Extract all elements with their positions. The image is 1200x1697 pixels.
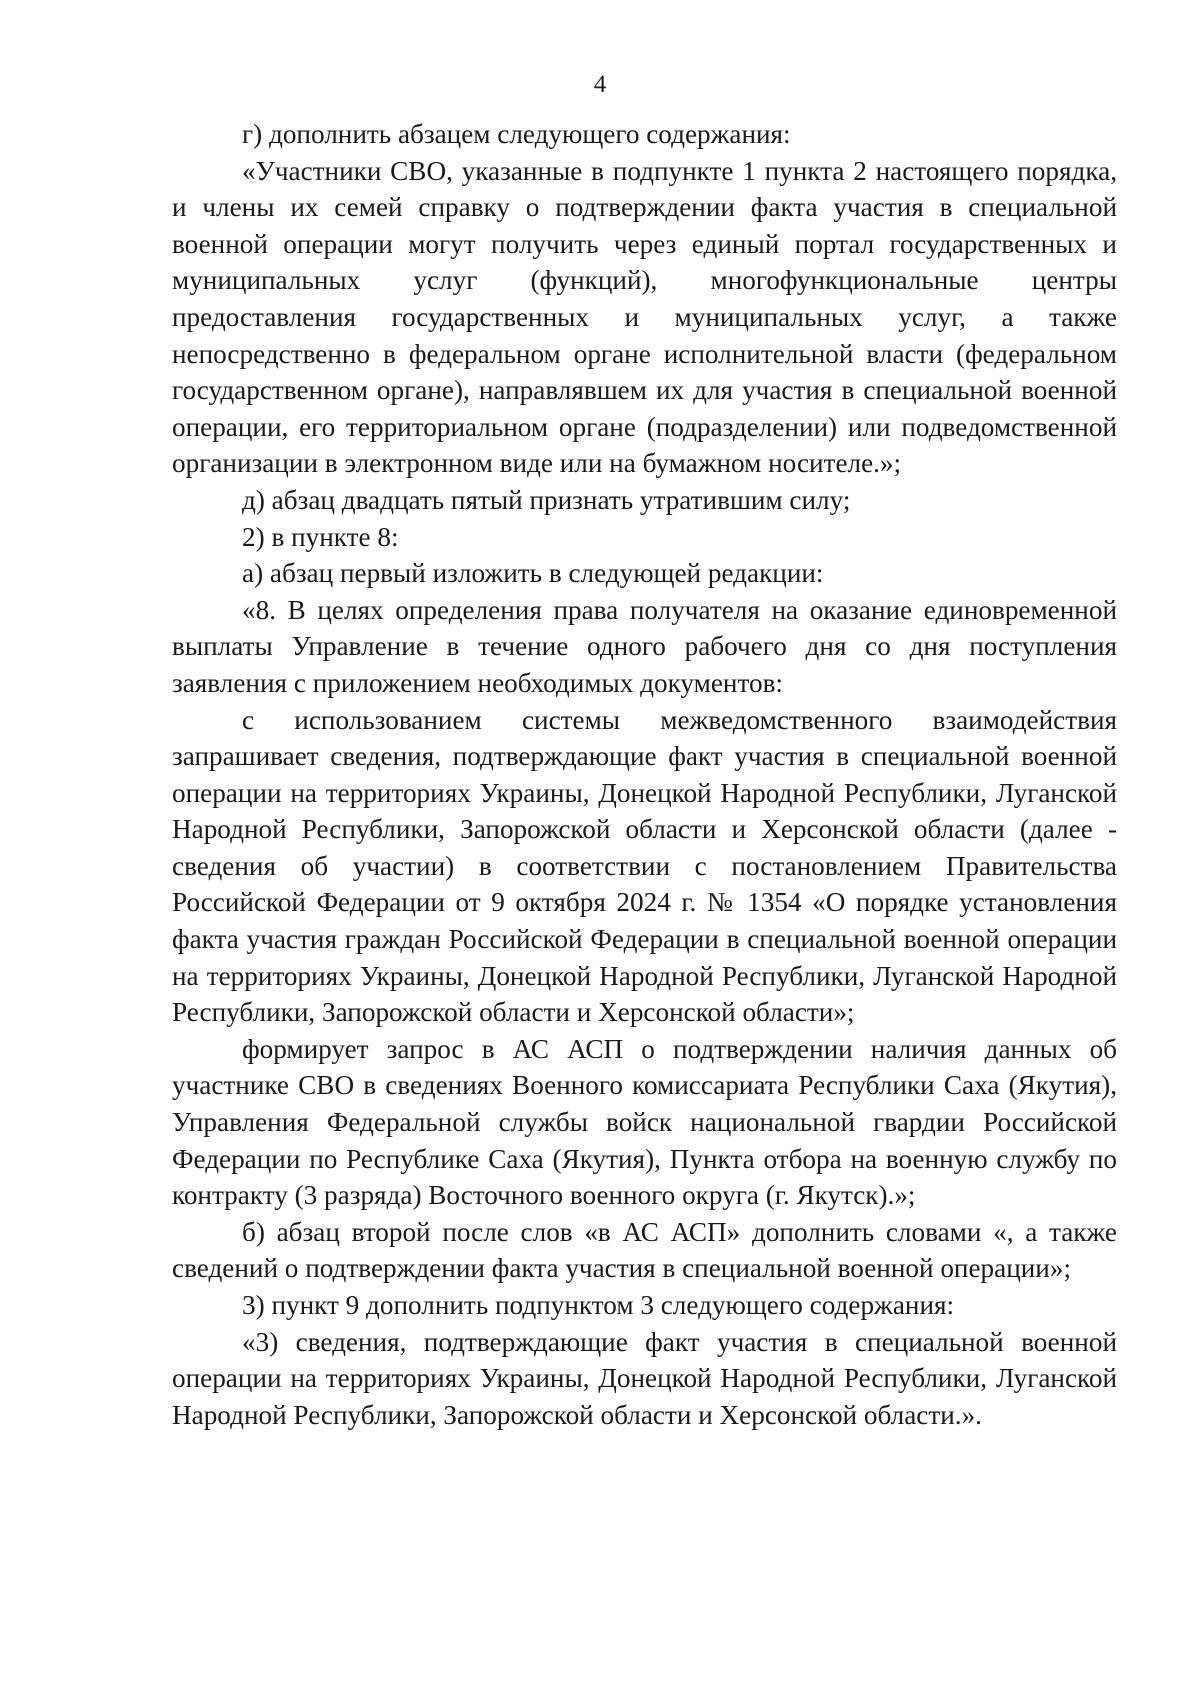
paragraph-9: б) абзац второй после слов «в АС АСП» дополнить словами «, а также сведений о подтверждении факта участия в специальной военной операции»; (172, 1216, 1117, 1284)
paragraph-4: 2) в пункте 8: (242, 521, 399, 552)
paragraph-2: «Участники СВО, указанные в подпункте 1 пункта 2 настоящего порядка, и члены их семей справку о подтверждении факта участия в специальной военной операции могут получить через единый портал государственных и муниципальных услуг (функций), многофункциональные центры предоставления государственных и муниципальных услуг, а также непосредственно в федеральном органе исполнительной власти (федеральном государственном органе), направлявшем их для участия в специальной военной операции, его территориальном органе (подразделении) или подведомственной организации в электронном виде или на бумажном носителе.»; (172, 155, 1117, 479)
paragraph-3: д) абзац двадцать пятый признать утратившим силу; (242, 484, 851, 515)
paragraph-7: с использованием системы межведомственного взаимодействия запрашивает сведения, подтверждающие факт участия в специальной военной операции на территориях Украины, Донецкой Народной Республики, Луганской Народной Республики, Запорожской области и Херсонской области (далее - сведения об участии) в соответствии с постановлением Правительства Российской Федерации от 9 октября 2024 г. № 1354 «О порядке установления факта участия граждан Российской Федерации в специальной военной операции на территориях Украины, Донецкой Народной Республики, Луганской Народной Республики, Запорожской области и Херсонской области»; (172, 704, 1117, 1028)
paragraph-8: формирует запрос в АС АСП о подтверждении наличия данных об участнике СВО в сведениях Военного комиссариата Республики Саха (Якутия), Управления Федеральной службы войск национальной гвардии Российской Федерации по Республике Саха (Якутия), Пункта отбора на военную службу по контракту (3 разряда) Восточного военного округа (г. Якутск).»; (172, 1033, 1117, 1211)
document-body (172, 116, 1117, 1433)
paragraph-11: «3) сведения, подтверждающие факт участия в специальной военной операции на территориях Украины, Донецкой Народной Республики, Луганской Народной Республики, Запорожской области и Херсонской области.». (172, 1326, 1117, 1430)
paragraph-1: г) дополнить абзацем следующего содержания: (242, 119, 791, 149)
paragraph-10: 3) пункт 9 дополнить подпунктом 3 следующего содержания: (242, 1290, 955, 1320)
paragraph-6: «8. В целях определения права получателя на оказание единовременной выплаты Управление в течение одного рабочего дня со дня поступления заявления с приложением необходимых документов: (172, 594, 1117, 698)
paragraph-5: а) абзац первый изложить в следующей редакции: (242, 558, 824, 589)
page-number: 4 (593, 71, 607, 98)
